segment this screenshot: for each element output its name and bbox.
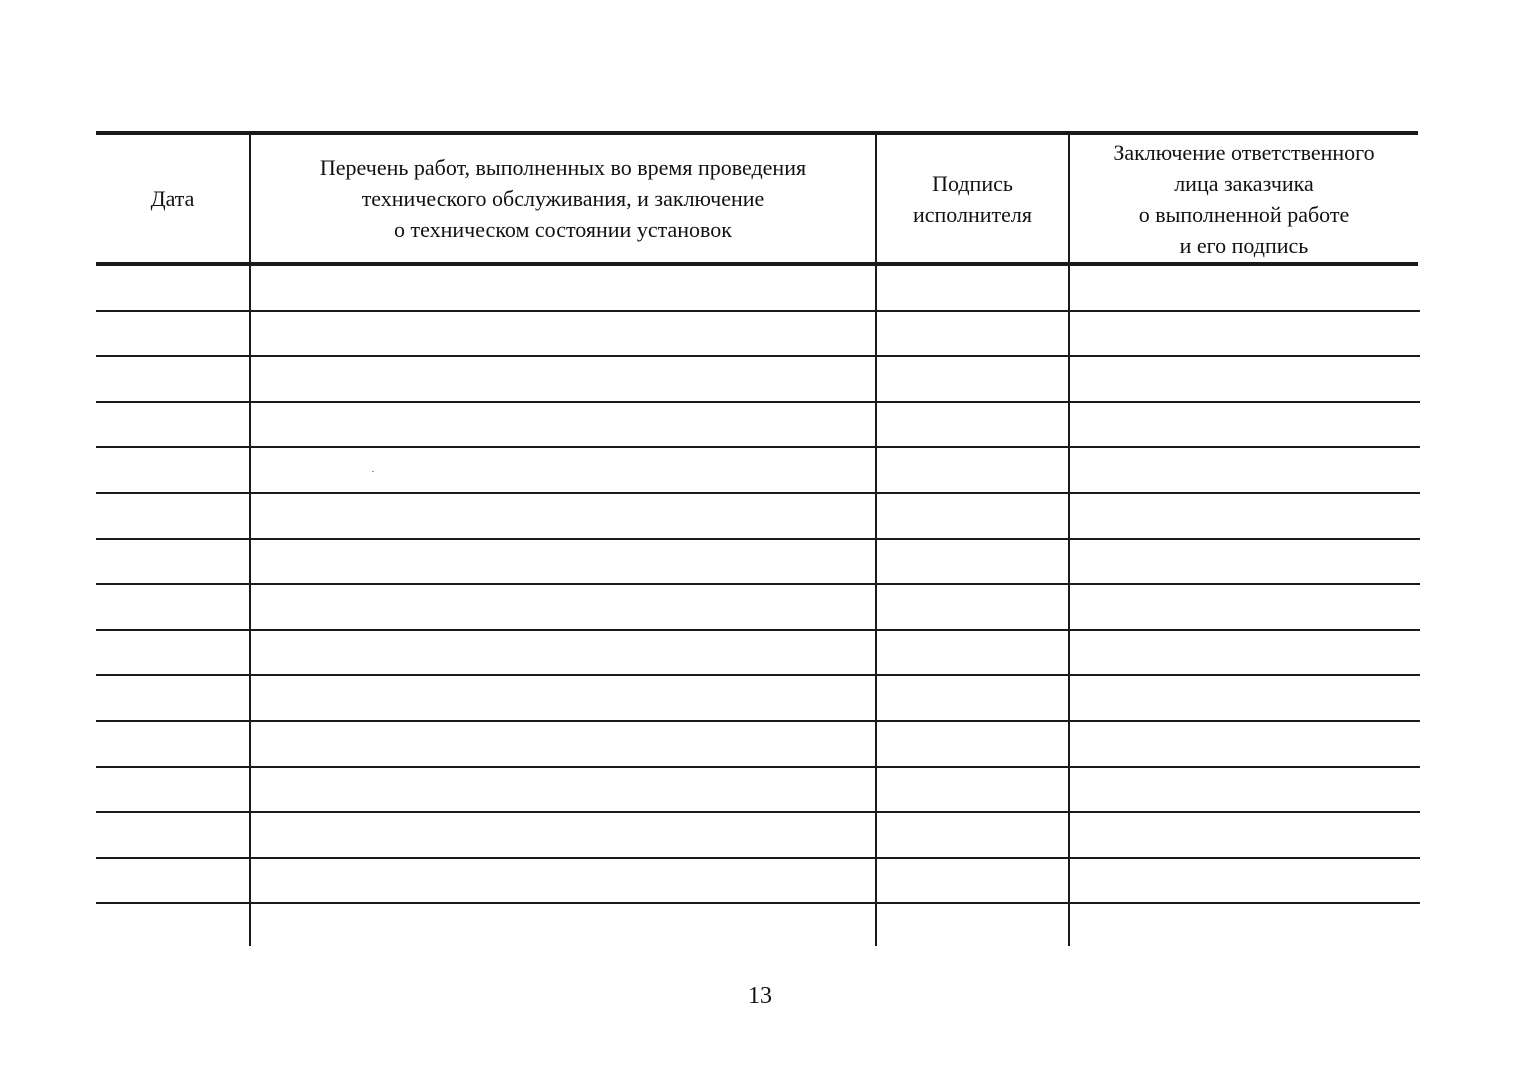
header-bottom-rule bbox=[96, 262, 1418, 266]
table-row bbox=[96, 401, 1420, 403]
table-row bbox=[96, 766, 1420, 768]
scan-speck bbox=[372, 471, 374, 472]
header-works-line-3: о техническом состоянии установок bbox=[394, 217, 732, 242]
header-conclusion-line-2: лица заказчика bbox=[1174, 170, 1314, 196]
header-works-line-2: технического обслуживания, и заключение bbox=[361, 186, 765, 211]
table-row bbox=[96, 446, 1420, 448]
table-row bbox=[96, 310, 1420, 312]
table-row bbox=[96, 902, 1420, 904]
table-row bbox=[96, 811, 1420, 813]
header-works-line-1: Перечень работ, выполненных во время проведения bbox=[319, 155, 807, 180]
header-conclusion-line-3: о выполненной работе bbox=[1138, 201, 1350, 227]
table-row bbox=[96, 857, 1420, 859]
header-cell-signature bbox=[877, 135, 1068, 262]
header-conclusion-line-1: Заключение ответственного bbox=[1113, 139, 1375, 165]
table-row bbox=[96, 583, 1420, 585]
header-signature-line-1: Подпись bbox=[932, 170, 1013, 196]
header-cell-conclusion bbox=[1070, 135, 1418, 262]
table-row bbox=[96, 492, 1420, 494]
table-row bbox=[96, 674, 1420, 676]
table-row bbox=[96, 355, 1420, 357]
header-cell-works bbox=[251, 135, 875, 262]
table-row bbox=[96, 538, 1420, 540]
header-conclusion-line-4: и его подпись bbox=[1179, 232, 1309, 258]
header-signature-line-2: исполнителя bbox=[912, 201, 1033, 227]
header-cell-date bbox=[96, 135, 249, 262]
page-number: 13 bbox=[748, 983, 772, 1009]
table-row bbox=[96, 720, 1420, 722]
table-row bbox=[96, 629, 1420, 631]
header-date-label: Дата bbox=[150, 186, 195, 211]
